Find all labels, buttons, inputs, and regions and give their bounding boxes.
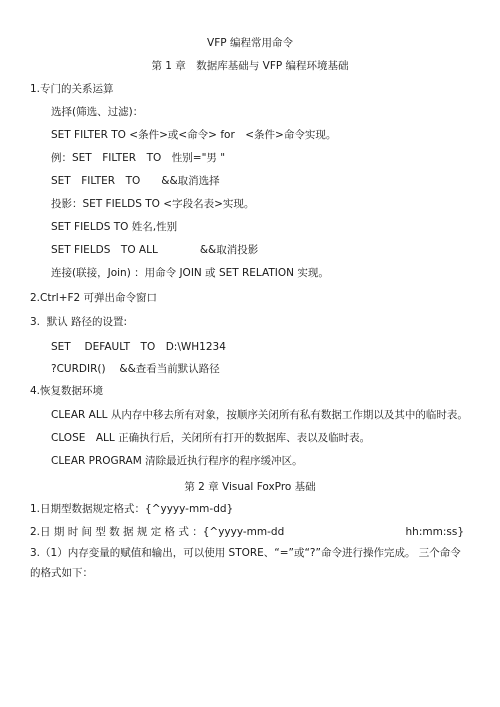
document-title: VFP 编程常用命令: [207, 37, 293, 49]
selection-label: 选择(筛选、过滤)：: [51, 106, 144, 118]
clear-all-text: CLEAR ALL 从内存中移去所有对象，按顺序关闭所有私有数据工作期以及其中的临时表。: [51, 409, 468, 421]
datetime-format-right: hh:mm:ss}: [405, 526, 464, 538]
section-1-title: 1.专门的关系运算: [30, 83, 114, 95]
set-filter-text: SET FILTER TO <条件>或<命令> for <条件>命令实现。: [51, 129, 337, 141]
join-text: 连接(联接，Join) ：用命令 JOIN 或 SET RELATION 实现。: [51, 267, 329, 279]
date-format-text: 1.日期型数据规定格式：{^yyyy-mm-dd}: [30, 503, 234, 515]
curdir-text: ?CURDIR() &&查看当前默认路径: [51, 363, 220, 375]
filter-example: 例：SET FILTER TO 性别="男 ": [51, 152, 226, 164]
set-fields-all: SET FIELDS TO ALL &&取消投影: [51, 244, 259, 256]
section-3-title: 3. 默认 路径的设置:: [30, 316, 128, 328]
set-fields-example: SET FIELDS TO 姓名,性别: [51, 221, 178, 233]
chapter-1-heading: 第 1 章 数据库基础与 VFP 编程环境基础: [151, 60, 349, 72]
datetime-format-line: [30, 525, 468, 539]
chapter-2-heading: 第 2 章 Visual FoxPro 基础: [184, 481, 316, 493]
cancel-filter-text: SET FILTER TO &&取消选择: [51, 175, 220, 187]
clear-program-text: CLEAR PROGRAM 清除最近执行程序的程序缓冲区。: [51, 455, 303, 467]
set-default-text: SET DEFAULT TO D:\WH1234: [51, 341, 226, 353]
section-4-title: 4.恢复数据环境: [30, 385, 104, 397]
close-all-text: CLOSE ALL 正确执行后，关闭所有打开的数据库、表以及临时表。: [51, 432, 371, 444]
datetime-format-left: 2.日 期 时 间 型 数 据 规 定 格 式 ：{^yyyy-mm-dd: [30, 526, 285, 538]
projection-text: 投影：SET FIELDS TO <字段名表>实现。: [51, 198, 255, 210]
memory-variable-paragraph: 3.（1）内存变量的赋值和输出，可以使用 STORE、“=”或“?”命令进行操作完成。 三个命令的格式如下：: [30, 547, 461, 579]
section-2-title: 2.Ctrl+F2 可弹出命令窗口: [30, 292, 158, 304]
